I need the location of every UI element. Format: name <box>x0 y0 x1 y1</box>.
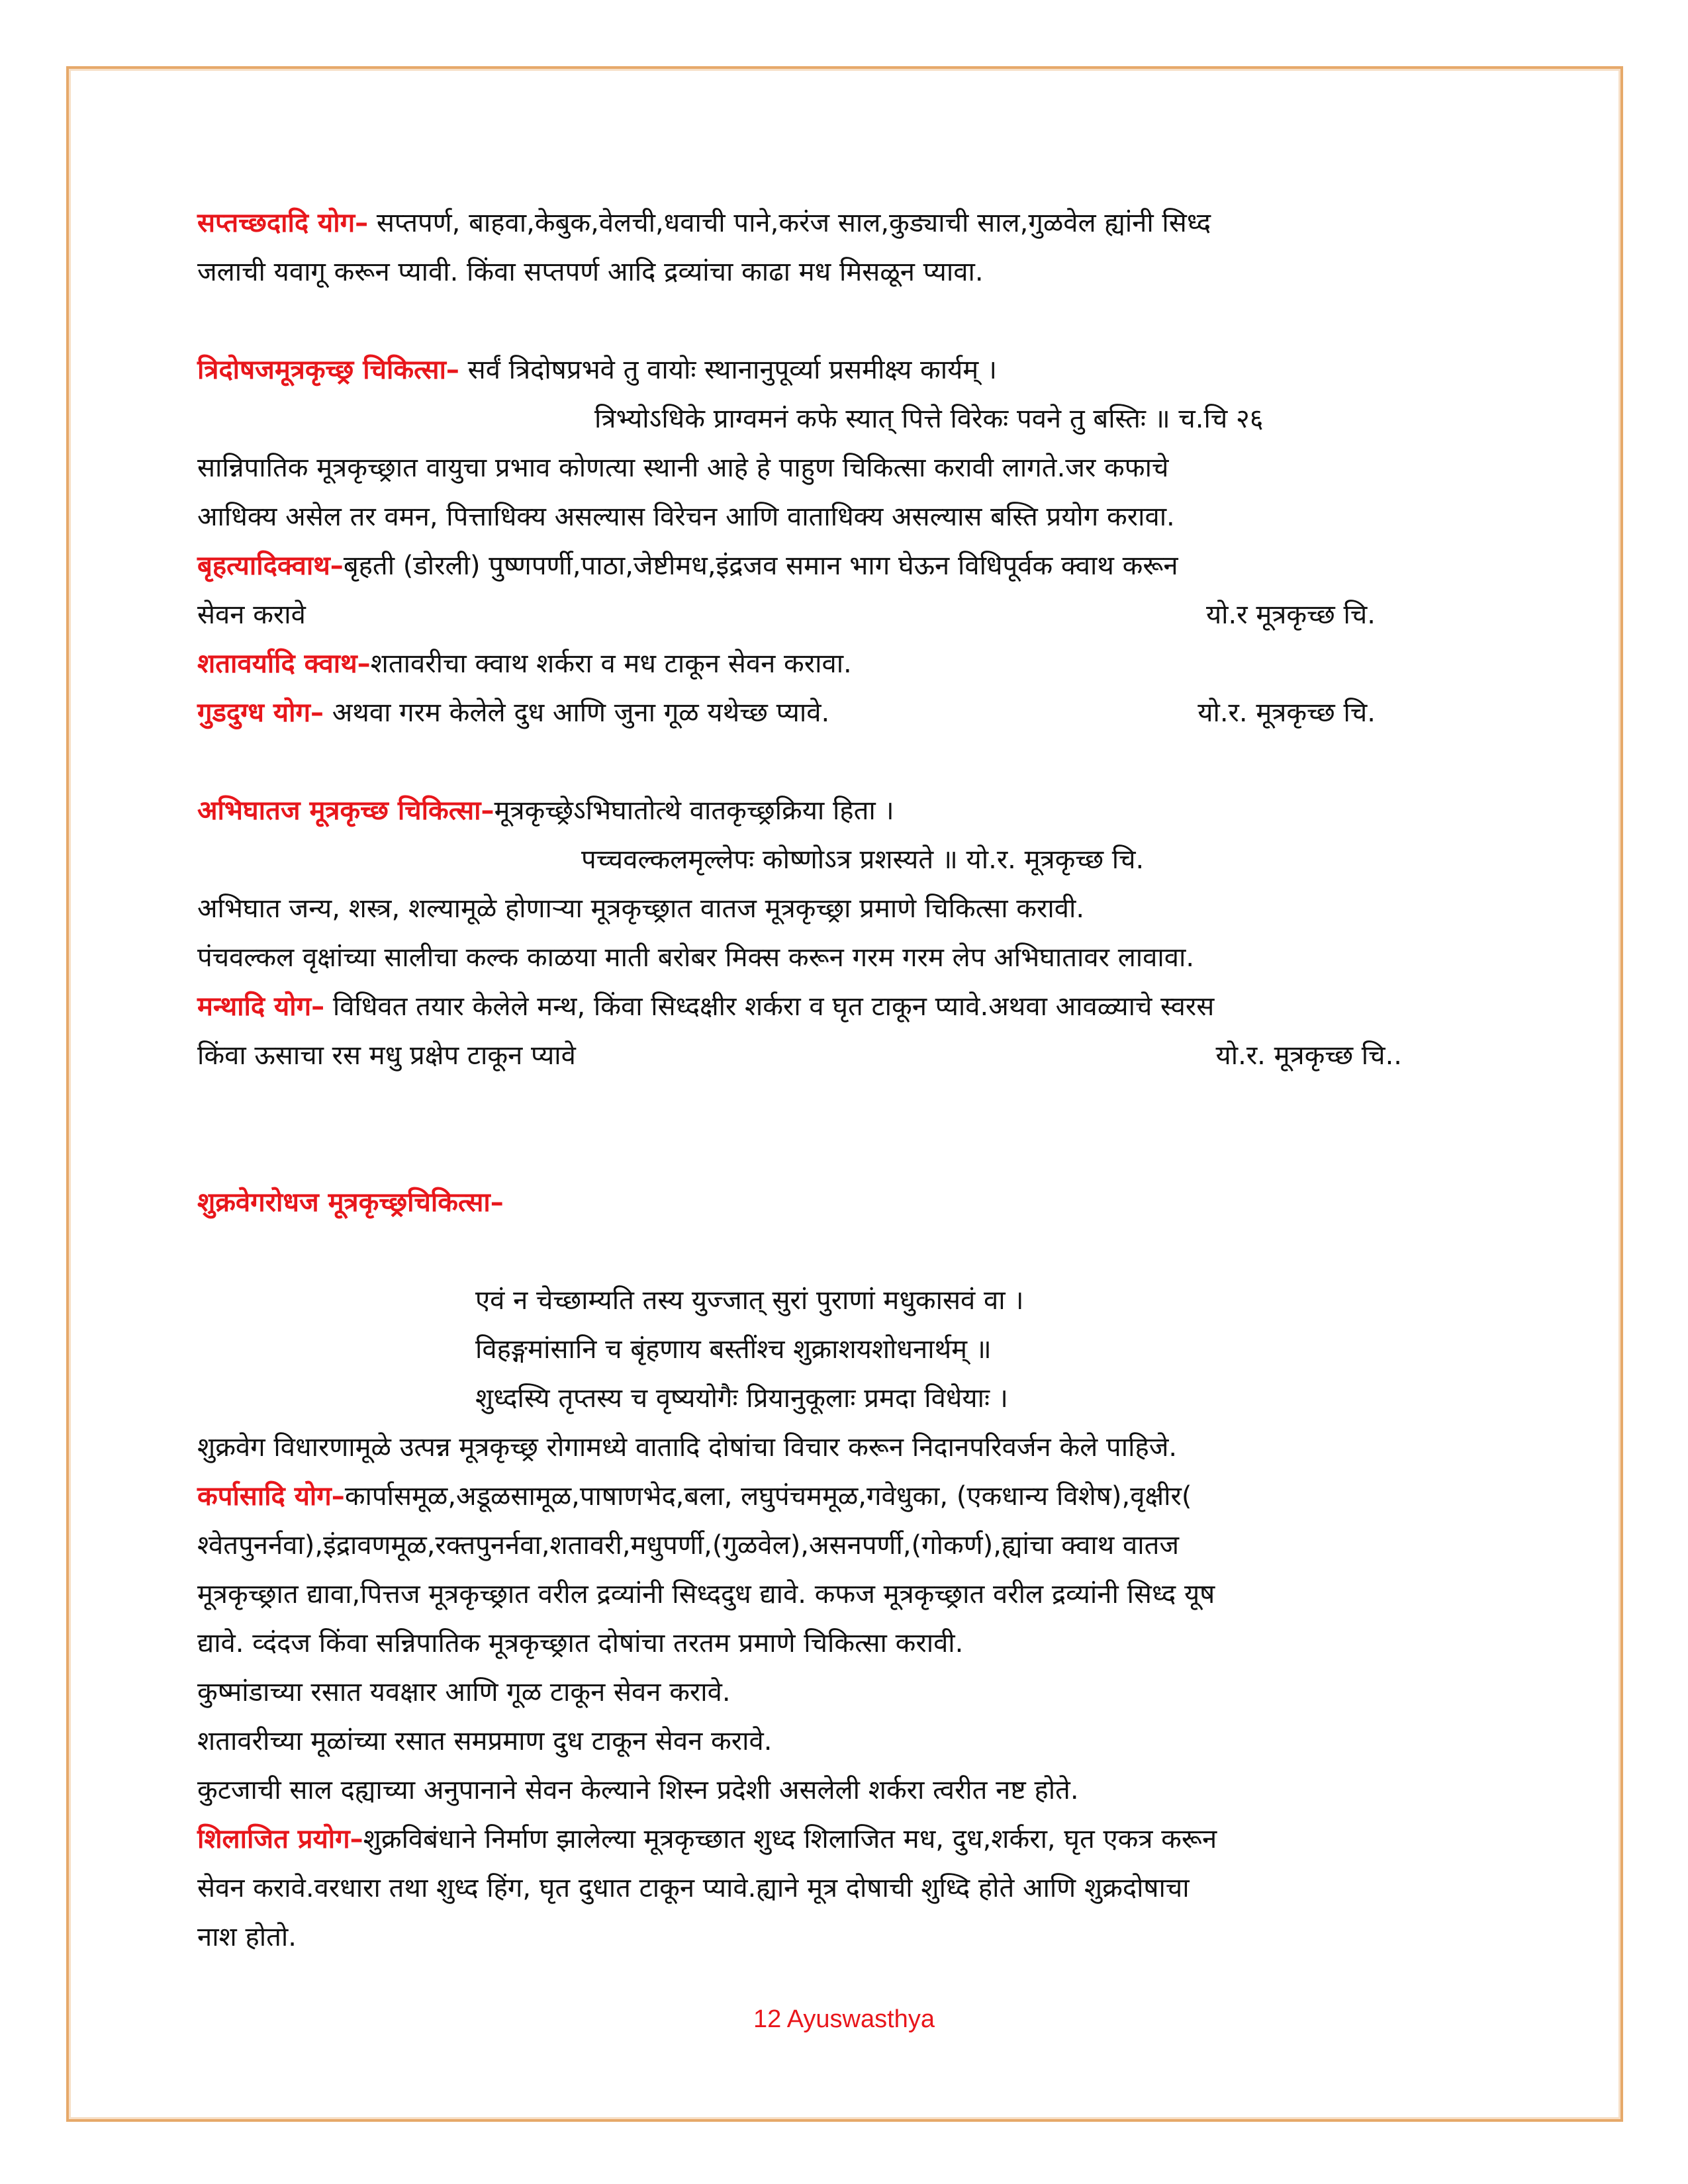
paragraph: अभिघातज मूत्रकृच्छ चिकित्सा–मूत्रकृच्छ्रेऽभिघातोत्थे वातकृच्छ्रक्रिया हिता । <box>197 796 894 826</box>
paragraph: कुष्मांडाच्या रसात यवक्षार आणि गूळ टाकून सेवन करावे. <box>197 1677 731 1707</box>
section-heading: शिलाजित प्रयोग– <box>197 1824 363 1854</box>
paragraph: सप्तच्छदादि योग– सप्तपर्ण, बाहवा,केबुक,वेलची,धवाची पाने,करंज साल,कुड्याची साल,गुळवेल ह्यांनी सिध्द <box>197 208 1211 238</box>
verse-line: शुध्दस्यि तृप्तस्य च वृष्ययोगैः प्रियानुकूलाः प्रमदा विधेयाः । <box>475 1383 1008 1414</box>
paragraph: त्रिदोषजमूत्रकृच्छ्र चिकित्सा– सर्वं त्रिदोषप्रभवे तु वायोः स्थानानुपूर्व्या प्रसमीक्ष्य कार्यम् । <box>197 355 998 385</box>
section-heading: बृहत्यादिक्वाथ– <box>197 551 344 581</box>
section-heading: त्रिदोषजमूत्रकृच्छ्र चिकित्सा– <box>197 355 459 385</box>
paragraph: जलाची यवागू करून प्यावी. किंवा सप्तपर्ण आदि द्रव्यांचा काढा मध मिसळून प्यावा. <box>197 257 984 287</box>
paragraph: बृहत्यादिक्वाथ–बृहती (डोरली) पुष्णपर्णी,पाठा,जेष्टीमध,इंद्रजव समान भाग घेऊन विधिपूर्वक क्वाथ करून <box>197 551 1178 581</box>
paragraph: द्यावे. व्दंदज किंवा सन्निपातिक मूत्रकृच्छ्रात दोषांचा तरतम प्रमाणे चिकित्सा करावी. <box>197 1628 964 1659</box>
paragraph: कुटजाची साल दह्याच्या अनुपानाने सेवन केल्याने शिस्न प्रदेशी असलेली शर्करा त्वरीत नष्ट होते. <box>197 1775 1079 1805</box>
reference: यो.र मूत्रकृच्छ चि. <box>1205 600 1376 630</box>
page-content <box>197 199 1495 1962</box>
verse-line: विहङ्गमांसानि च बृंहणाय बस्तींश्च शुक्राशयशोधनार्थम् ॥ <box>475 1334 992 1365</box>
paragraph <box>197 1178 1495 1227</box>
section-heading: कर्पासादि योग– <box>197 1481 345 1512</box>
paragraph: नाश होतो. <box>197 1922 297 1952</box>
paragraph: सान्निपातिक मूत्रकृच्छ्रात वायुचा प्रभाव कोणत्या स्थानी आहे हे पाहुण चिकित्सा करावी लागते.जर कफाचे <box>197 453 1169 483</box>
paragraph-with-ref: गुडदुग्ध योग– अथवा गरम केलेले दुध आणि जुना गूळ यथेच्छ प्यावे. यो.र. मूत्रकृच्छ चि. <box>197 688 1495 737</box>
paragraph: मूत्रकृच्छ्रात द्यावा,पित्तज मूत्रकृच्छ्रात वरील द्रव्यांनी सिध्ददुध द्यावे. कफज मूत्रकृच्छ्रात वरील द्रव्यांनी सिध्द यूष <box>197 1579 1215 1610</box>
paragraph: पंचवल्कल वृक्षांच्या सालीचा कल्क काळया माती बरोबर मिक्स करून गरम गरम लेप अभिघातावर लावावा. <box>197 942 1195 973</box>
reference: यो.र. मूत्रकृच्छ चि. <box>1197 698 1376 728</box>
section-heading: सप्तच्छदादि योग– <box>197 208 369 238</box>
reference: यो.र. मूत्रकृच्छ चि.. <box>1215 1040 1402 1071</box>
paragraph-with-ref: किंवा ऊसाचा रस मधु प्रक्षेप टाकून प्यावे यो.र. मूत्रकृच्छ चि.. <box>197 1031 1495 1080</box>
verse-line: एवं न चेच्छाम्यति तस्य युज्जात् सुरां पुराणां मधुकासवं वा । <box>475 1285 1024 1316</box>
section-heading: गुडदुग्ध योग– <box>197 698 324 728</box>
paragraph: सेवन करावे.वरधारा तथा शुध्द हिंग, घृत दुधात टाकून प्यावे.ह्याने मूत्र दोषाची शुध्दि होते आणि शुक्रदोषाचा <box>197 1873 1190 1903</box>
verse-line: त्रिभ्योऽधिके प्राग्वमनं कफे स्यात् पित्ते विरेकः पवने तु बस्तिः ॥ च.चि २६ <box>594 404 1264 434</box>
paragraph-with-ref: सेवन करावे यो.र मूत्रकृच्छ चि. <box>197 590 1495 639</box>
paragraph: शतावर्यादि क्वाथ–शतावरीचा क्वाथ शर्करा व मध टाकून सेवन करावा. <box>197 649 852 679</box>
verse-line: पच्चवल्कलमृल्लेपः कोष्णोऽत्र प्रशस्यते ॥ यो.र. मूत्रकृच्छ चि. <box>581 844 1145 875</box>
paragraph: अभिघात जन्य, शस्त्र, शल्यामूळे होणाऱ्या मूत्रकृच्छ्रात वातज मूत्रकृच्छ्रा प्रमाणे चिकित्सा करावी. <box>197 893 1085 924</box>
paragraph: श्वेतपुनर्नवा),इंद्रावणमूळ,रक्तपुनर्नवा,शतावरी,मधुपर्णी,(गुळवेल),असनपर्णी,(गोकर्ण),ह्यांचा क्वाथ वातज <box>197 1530 1180 1561</box>
paragraph: मन्थादि योग– विधिवत तयार केलेले मन्थ, किंवा सिध्दक्षीर शर्करा व घृत टाकून प्यावे.अथवा आवळ्याचे स्वरस <box>197 991 1215 1022</box>
section-heading: शुक्रवेगरोधज मूत्रकृच्छ्रचिकित्सा– <box>197 1187 504 1218</box>
page-footer: 12 Ayuswasthya <box>753 2005 935 2033</box>
section-heading: मन्थादि योग– <box>197 991 325 1022</box>
section-heading: अभिघातज मूत्रकृच्छ चिकित्सा– <box>197 796 494 826</box>
paragraph: कर्पासादि योग–कार्पासमूळ,अडूळसामूळ,पाषाणभेद,बला, लघुपंचममूळ,गवेधुका, (एकधान्य विशेष),वृक्षीर( <box>197 1481 1192 1512</box>
paragraph: आधिक्य असेल तर वमन, पित्ताधिक्य असल्यास विरेचन आणि वाताधिक्य असल्यास बस्ति प्रयोग करावा. <box>197 502 1175 532</box>
section-heading: शतावर्यादि क्वाथ– <box>197 649 371 679</box>
paragraph: शतावरीच्या मूळांच्या रसात समप्रमाण दुध टाकून सेवन करावे. <box>197 1726 773 1756</box>
paragraph: शिलाजित प्रयोग–शुक्रविबंधाने निर्माण झालेल्या मूत्रकृच्छात शुध्द शिलाजित मध, दुध,शर्करा, घृत एकत्र करून <box>197 1824 1217 1854</box>
paragraph: शुक्रवेग विधारणामूळे उत्पन्न मूत्रकृच्छ्र रोगामध्ये वातादि दोषांचा विचार करून निदानपरिवर्जन केले पाहिजे. <box>197 1432 1178 1463</box>
